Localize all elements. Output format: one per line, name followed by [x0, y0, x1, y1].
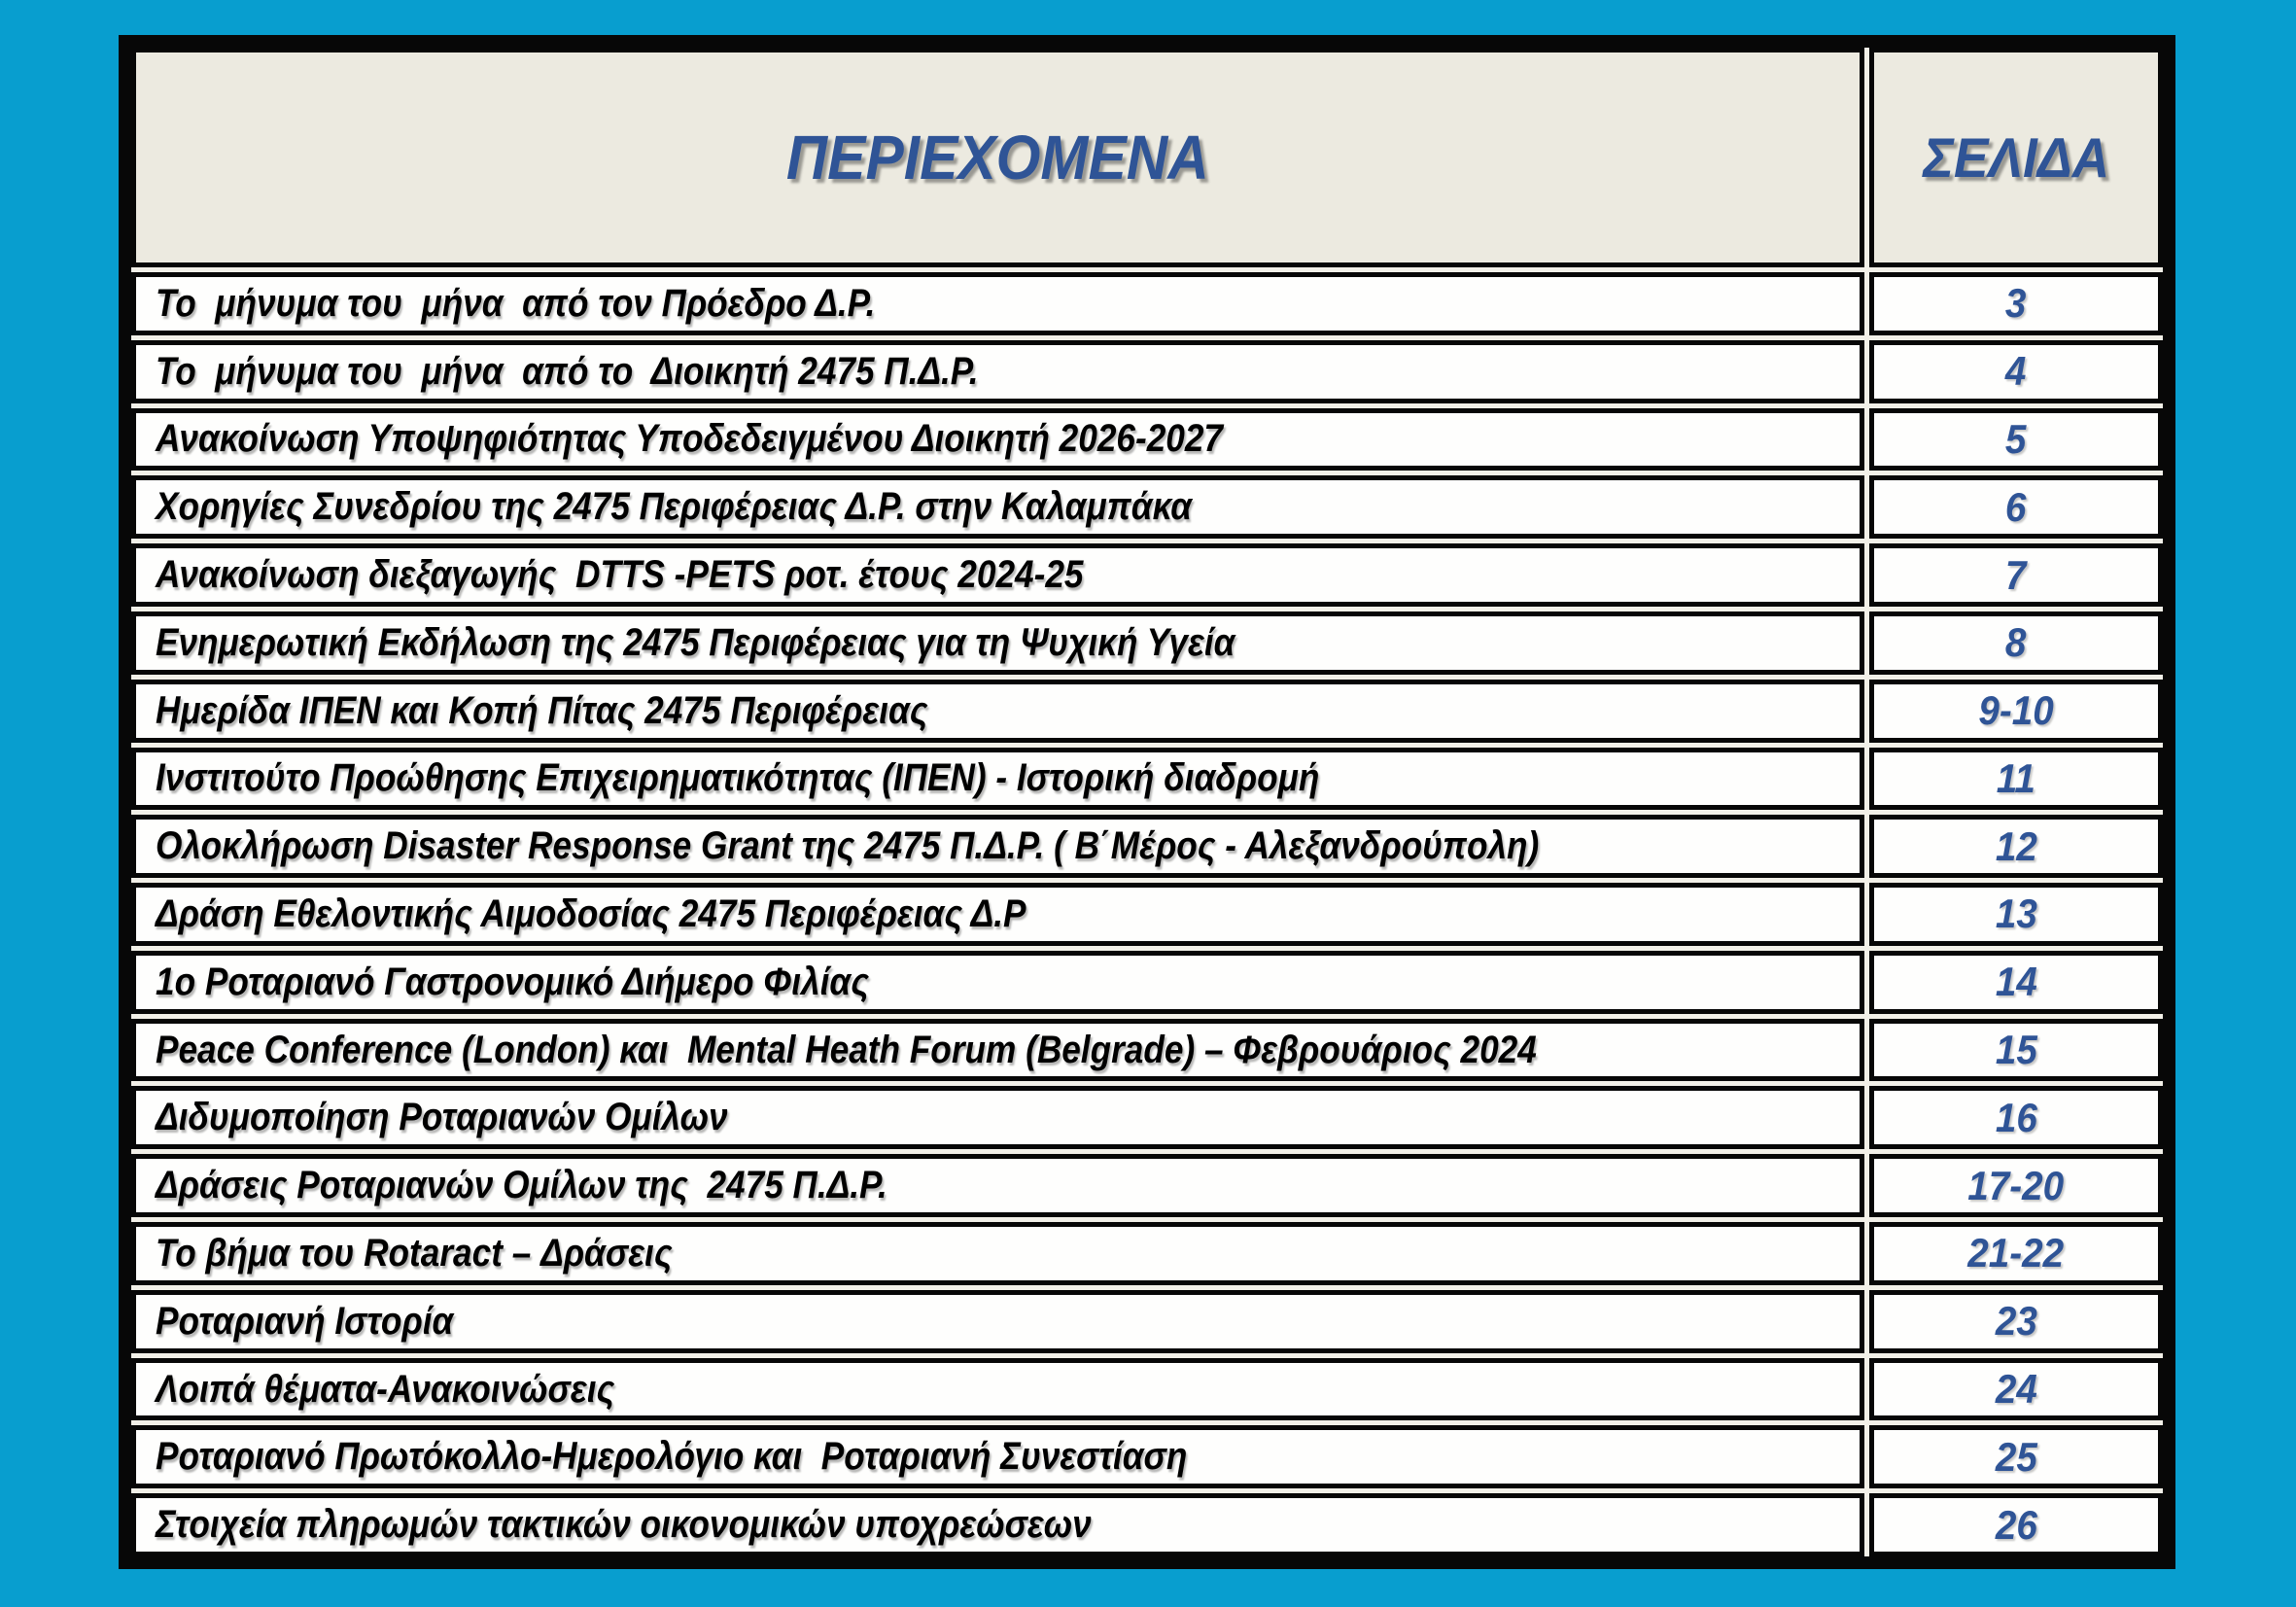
toc-entry-page: 9-10	[1978, 687, 2054, 734]
toc-row-page	[1869, 611, 2163, 675]
toc-entry-page: 23	[1995, 1298, 2037, 1345]
toc-entry-title: Ανακοίνωση διεξαγωγής DTTS -PETS ροτ. έτους 2024-25	[156, 553, 1084, 597]
toc-entry-page: 8	[2005, 619, 2027, 666]
toc-entry-page: 7	[2005, 551, 2027, 598]
toc-row-page	[1869, 1086, 2163, 1149]
toc-row-page	[1869, 1290, 2163, 1353]
toc-row-page	[1869, 272, 2163, 335]
toc-entry-title: Στοιχεία πληρωμών τακτικών οικονομικών υποχρεώσεων	[156, 1503, 1092, 1547]
toc-row-title	[131, 1154, 1864, 1217]
toc-entry-page: 3	[2005, 280, 2027, 327]
contents-table	[119, 35, 2175, 1569]
page-header-cell	[1869, 48, 2163, 267]
toc-entry-title: Το μήνυμα του μήνα από τον Πρόεδρο Δ.Ρ.	[156, 281, 876, 325]
toc-entry-page: 16	[1995, 1094, 2037, 1140]
toc-entry-title: Ανακοίνωση Υποψηφιότητας Υποδεδειγμένου Διοικητή 2026-2027	[156, 417, 1224, 461]
toc-entry-page: 13	[1995, 891, 2037, 937]
toc-entry-title: Διδυμοποίηση Ροταριανών Ομίλων	[156, 1096, 728, 1139]
toc-row-title	[131, 1425, 1864, 1488]
toc-row-page	[1869, 1222, 2163, 1285]
toc-entry-page: 21-22	[1967, 1230, 2065, 1276]
toc-entry-title: Ινστιτούτο Προώθησης Επιχειρηματικότητας (ΙΠΕΝ) - Ιστορική διαδρομή	[156, 756, 1320, 800]
toc-entry-title: Το μήνυμα του μήνα από το Διοικητή 2475 Π.Δ.Ρ.	[156, 349, 979, 393]
toc-entry-title: Ενημερωτική Εκδήλωση της 2475 Περιφέρειας για τη Ψυχική Υγεία	[156, 620, 1235, 664]
toc-row-page	[1869, 1425, 2163, 1488]
toc-row-title	[131, 543, 1864, 607]
toc-row-title	[131, 748, 1864, 811]
toc-row-title	[131, 1290, 1864, 1353]
toc-entry-page: 11	[1996, 754, 2036, 801]
toc-row-title	[131, 408, 1864, 472]
toc-entry-page: 12	[1995, 822, 2037, 869]
toc-entry-page: 17-20	[1967, 1162, 2065, 1208]
toc-row-page	[1869, 815, 2163, 878]
toc-row-page	[1869, 1493, 2163, 1556]
toc-row-title	[131, 1086, 1864, 1149]
toc-row-page	[1869, 680, 2163, 743]
toc-entry-page: 15	[1995, 1027, 2037, 1073]
toc-row-page	[1869, 1358, 2163, 1421]
toc-entry-title: Το βήμα του Rotaract – Δράσεις	[156, 1231, 673, 1275]
toc-row-title	[131, 611, 1864, 675]
toc-entry-title: Ολοκλήρωση Disaster Response Grant της 2475 Π.Δ.Ρ. ( Β΄Μέρος - Αλεξανδρούπολη)	[156, 824, 1540, 868]
toc-row-title	[131, 340, 1864, 403]
toc-row-title	[131, 1019, 1864, 1082]
toc-entry-title: Δράση Εθελοντικής Αιμοδοσίας 2475 Περιφέρειας Δ.Ρ	[156, 891, 1026, 935]
toc-entry-title: Ημερίδα ΙΠΕΝ και Κοπή Πίτας 2475 Περιφέρειας	[156, 688, 928, 732]
toc-entry-title: 1ο Ροταριανό Γαστρονομικό Διήμερο Φιλίας	[156, 960, 869, 1003]
toc-entry-title: Peace Conference (London) και Mental Heath Forum (Belgrade) – Φεβρουάριος 2024	[156, 1028, 1537, 1071]
toc-row-page	[1869, 475, 2163, 539]
toc-row-page	[1869, 543, 2163, 607]
toc-entry-title: Ροταριανό Πρωτόκολλο-Ημερολόγιο και Ροταριανή Συνεστίαση	[156, 1435, 1188, 1479]
toc-entry-page: 24	[1995, 1366, 2037, 1413]
toc-row-title	[131, 680, 1864, 743]
toc-row-page	[1869, 1019, 2163, 1082]
contents-header-cell	[131, 48, 1864, 267]
contents-header-label: ΠΕΡΙΕΧΟΜΕΝΑ	[786, 122, 1209, 192]
toc-row-title	[131, 1222, 1864, 1285]
toc-row-title	[131, 1358, 1864, 1421]
toc-row-page	[1869, 748, 2163, 811]
toc-entry-title: Λοιπά θέματα-Ανακοινώσεις	[156, 1367, 615, 1411]
toc-row-title	[131, 951, 1864, 1014]
contents-grid	[131, 48, 2163, 1556]
toc-entry-page: 4	[2005, 348, 2027, 395]
toc-entry-title: Χορηγίες Συνεδρίου της 2475 Περιφέρειας Δ.Ρ. στην Καλαμπάκα	[156, 485, 1193, 529]
toc-entry-page: 14	[1995, 959, 2037, 1005]
toc-entry-page: 6	[2005, 483, 2027, 530]
toc-row-title	[131, 475, 1864, 539]
toc-row-title	[131, 883, 1864, 946]
toc-entry-title: Ροταριανή Ιστορία	[156, 1299, 454, 1343]
toc-row-title	[131, 815, 1864, 878]
toc-entry-page: 5	[2005, 415, 2027, 462]
toc-entry-page: 25	[1995, 1433, 2037, 1480]
toc-entry-page: 26	[1995, 1501, 2037, 1548]
toc-row-page	[1869, 408, 2163, 472]
toc-row-page	[1869, 951, 2163, 1014]
toc-row-title	[131, 1493, 1864, 1556]
page-header-label: ΣΕΛΙΔΑ	[1923, 125, 2109, 190]
toc-entry-title: Δράσεις Ροταριανών Ομίλων της 2475 Π.Δ.Ρ.	[156, 1164, 887, 1207]
toc-row-page	[1869, 340, 2163, 403]
toc-row-page	[1869, 883, 2163, 946]
toc-row-title	[131, 272, 1864, 335]
toc-row-page	[1869, 1154, 2163, 1217]
